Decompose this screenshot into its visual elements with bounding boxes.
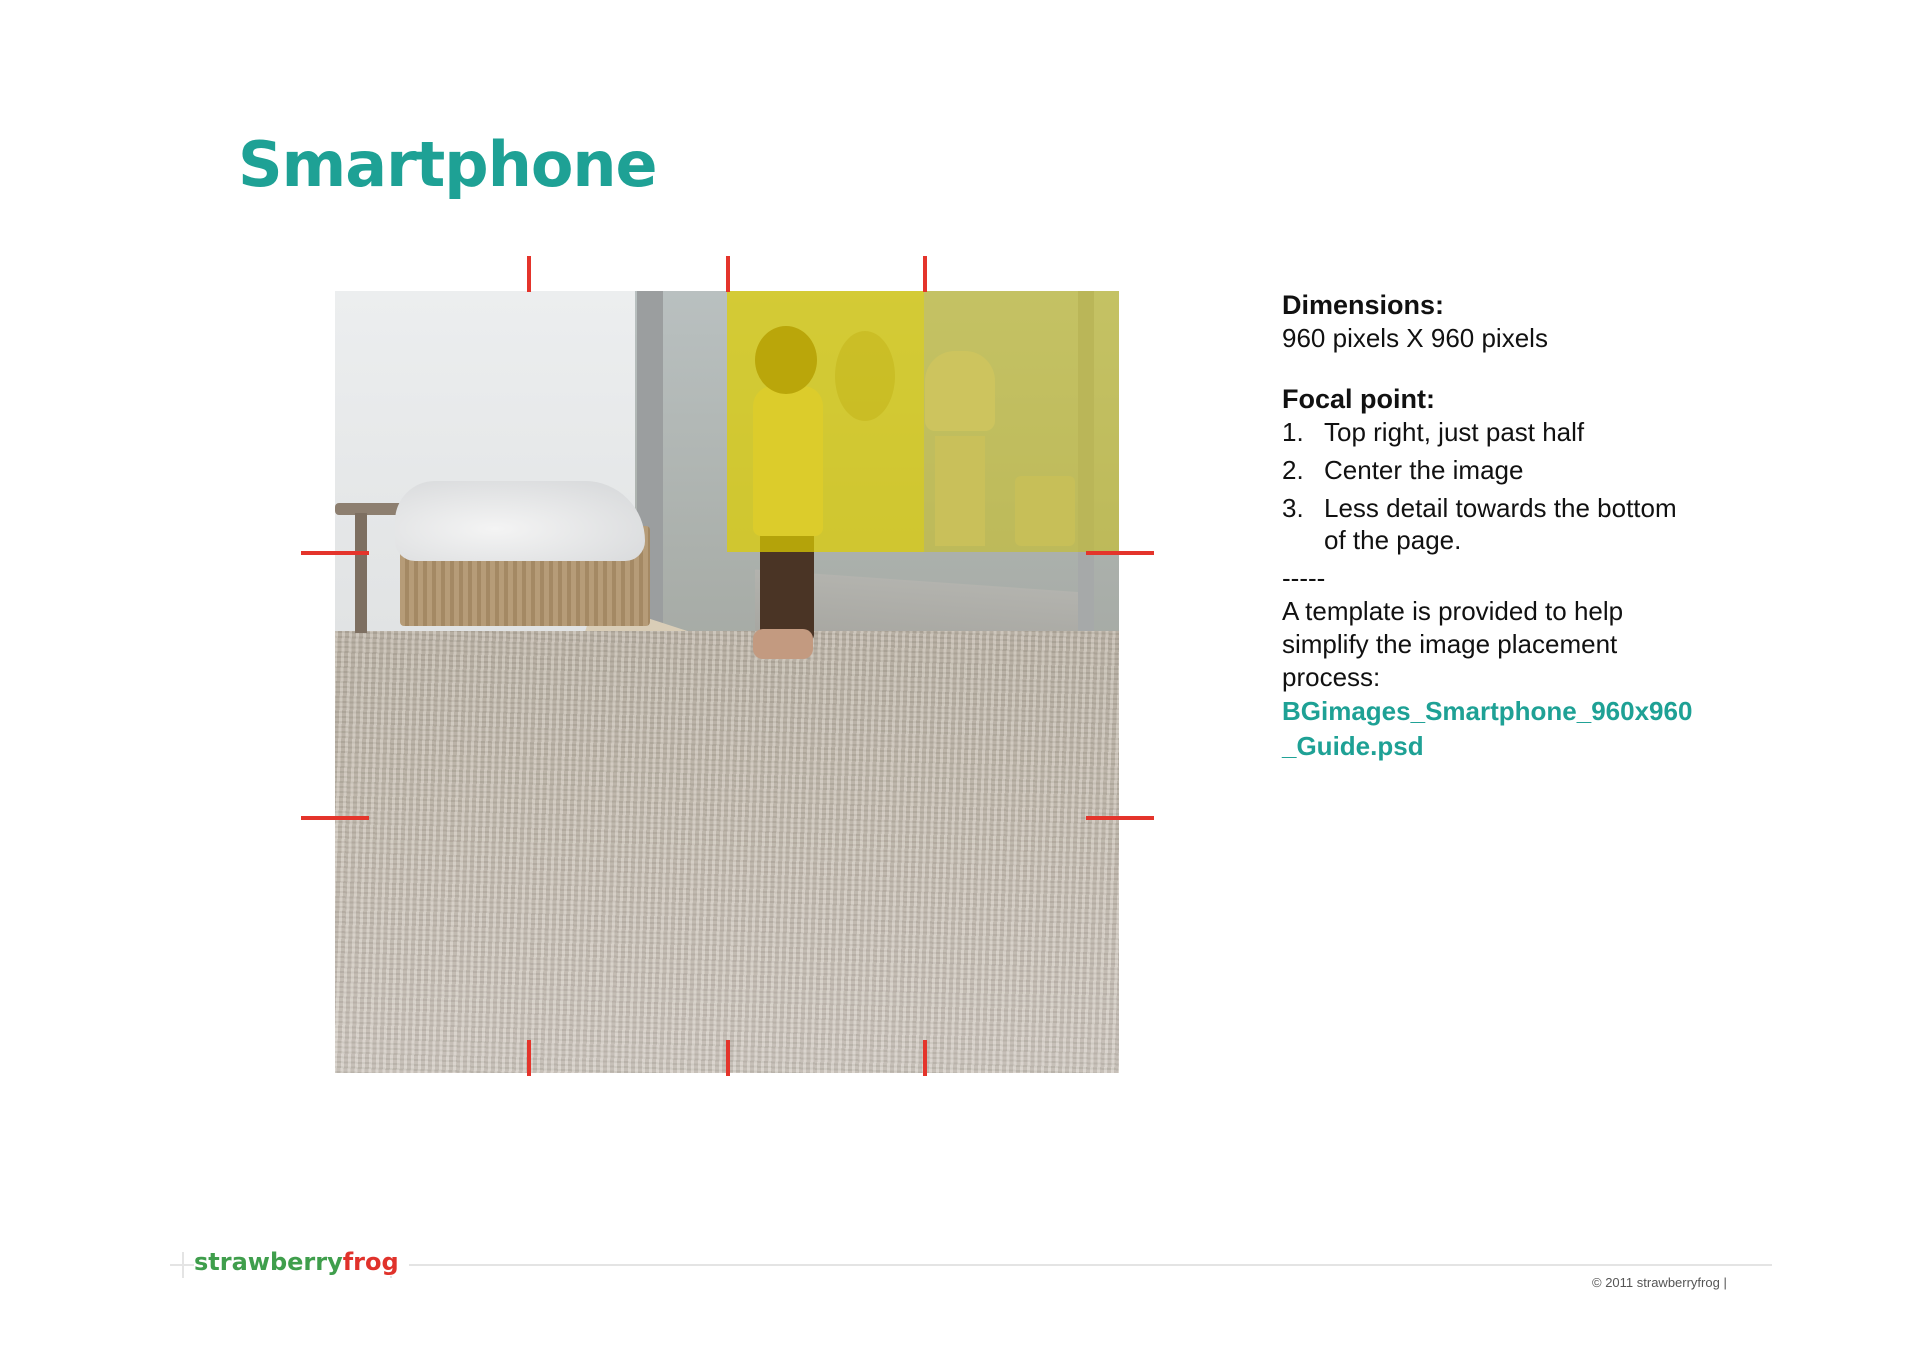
crop-mark-top-3: [923, 256, 927, 292]
spec-panel: [1282, 289, 1702, 764]
list-item-number: 2.: [1282, 455, 1304, 485]
photo-side-table-leg: [355, 513, 367, 633]
crop-mark-bottom-3: [923, 1040, 927, 1076]
crop-mark-left-2: [301, 816, 369, 820]
list-item-number: 3.: [1282, 493, 1304, 523]
brand-logo-part1: strawberry: [194, 1248, 343, 1276]
crop-mark-top-1: [527, 256, 531, 292]
list-item: [1282, 416, 1702, 448]
photo-rug: [335, 631, 1119, 1073]
focal-point-heading: Focal point:: [1282, 384, 1435, 414]
dimensions-heading: Dimensions:: [1282, 290, 1445, 320]
separator: -----: [1282, 563, 1326, 593]
brand-logo-part2: frog: [342, 1248, 399, 1276]
crop-mark-top-2: [726, 256, 730, 292]
crop-mark-left-1: [301, 551, 369, 555]
list-item: [1282, 454, 1702, 486]
brand-logo: [194, 1248, 409, 1276]
dimensions-value: 960 pixels X 960 pixels: [1282, 323, 1548, 353]
focal-point-list: [1282, 416, 1702, 556]
crop-mark-bottom-1: [527, 1040, 531, 1076]
crop-mark-right-2: [1086, 816, 1154, 820]
focal-overlay-secondary: [924, 291, 1119, 552]
list-item-text: Top right, just past half: [1324, 417, 1585, 447]
photo-child-feet: [753, 629, 813, 659]
template-note: A template is provided to help simplify the image placement process:: [1282, 596, 1624, 692]
focal-point-section: [1282, 383, 1702, 556]
sample-photo: [335, 291, 1119, 1073]
list-item-text: Center the image: [1324, 455, 1524, 485]
list-item: [1282, 492, 1702, 556]
list-item-number: 1.: [1282, 417, 1304, 447]
template-file-link[interactable]: BGimages_Smartphone_960x960_Guide.psd: [1282, 696, 1693, 761]
footer-tick-left: [182, 1252, 184, 1278]
focal-overlay-primary: [727, 291, 924, 552]
photo-blanket: [395, 481, 645, 561]
list-item-text: Less detail towards the bottom of the page.: [1324, 493, 1677, 555]
footer-rule: [170, 1264, 1772, 1266]
copyright-text: © 2011 strawberryfrog |: [1592, 1275, 1727, 1290]
crop-mark-bottom-2: [726, 1040, 730, 1076]
crop-mark-right-1: [1086, 551, 1154, 555]
page-title: Smartphone: [238, 128, 657, 201]
